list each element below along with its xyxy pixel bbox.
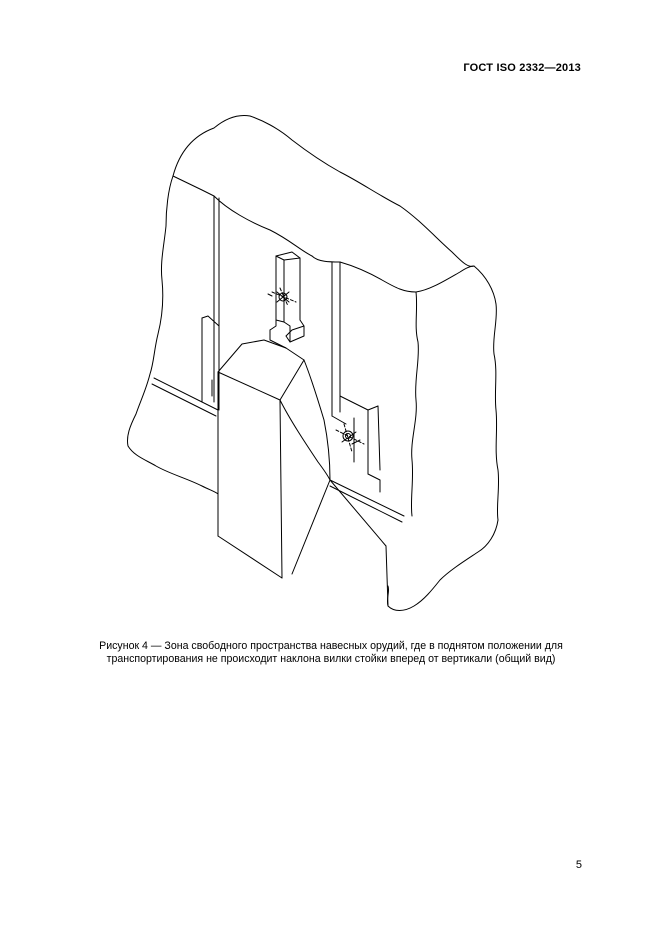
page-number: 5 [575, 859, 582, 871]
caption-line-2: транспортирования не происходит наклона вилки стойки вперед от вертикали (общий вид) [106, 653, 556, 665]
figure-caption [66, 640, 596, 666]
broken-outline-left [127, 176, 218, 494]
caption-line-1: Рисунок 4 — Зона свободного пространства навесных орудий, где в поднятом положении для [99, 640, 563, 652]
broken-outline [173, 116, 499, 611]
standard-code-header: ГОСТ ISO 2332—2013 [463, 62, 581, 74]
